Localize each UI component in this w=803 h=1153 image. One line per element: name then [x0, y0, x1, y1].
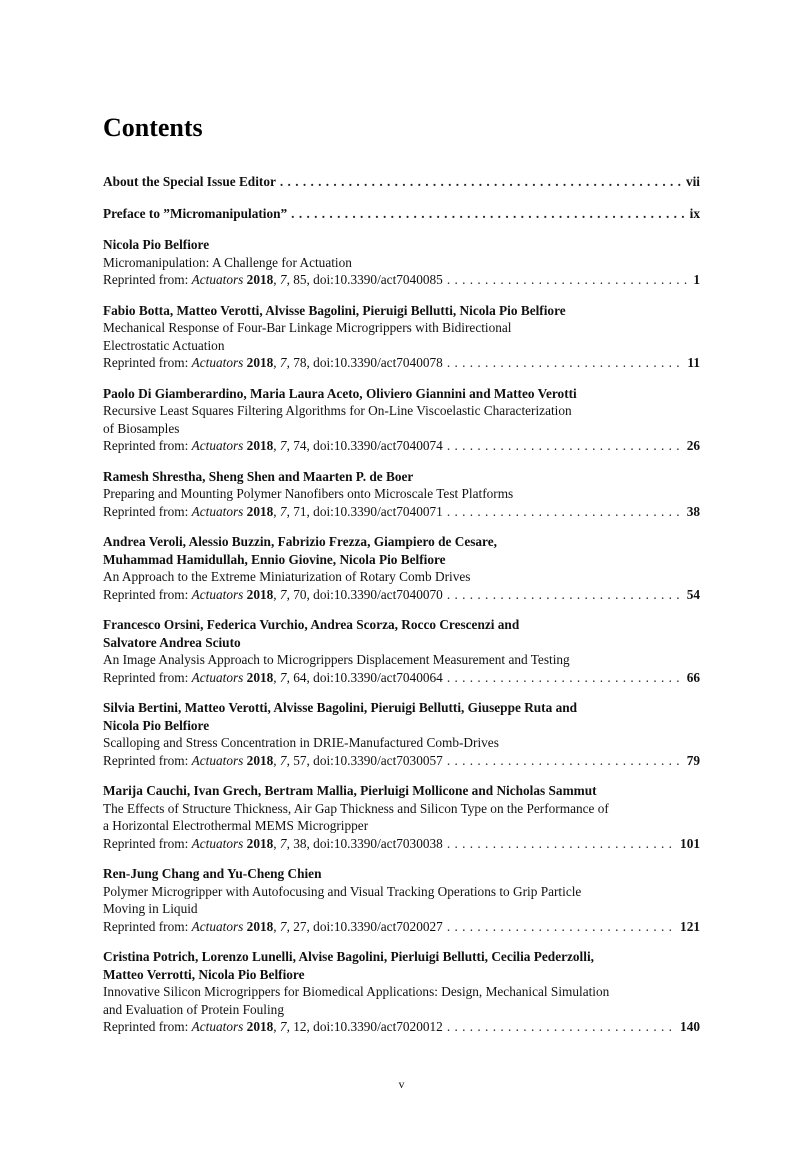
toc-article-entry[interactable] — [103, 782, 700, 852]
article-authors: Paolo Di Giamberardino, Maria Laura Aceto, Oliviero Giannini and Matteo Verotti — [103, 385, 577, 401]
toc-label: About the Special Issue Editor — [103, 174, 276, 189]
citation-article-doi: , 85, doi:10.3390/act7040085 — [286, 272, 443, 287]
comma: , — [273, 586, 280, 602]
citation-article-doi: , 27, doi:10.3390/act7020027 — [286, 918, 443, 934]
dot-leader — [280, 173, 682, 191]
citation-year: 2018 — [246, 503, 274, 519]
reprint-prefix: Reprinted from: — [103, 272, 192, 287]
toc-article-entry[interactable] — [103, 533, 700, 603]
dot-leader — [291, 205, 685, 223]
citation-volume: 7 — [279, 669, 287, 685]
reprint-citation — [103, 669, 443, 687]
article-authors: Nicola Pio Belfiore — [103, 237, 210, 252]
page-number: 66 — [686, 669, 700, 685]
article-authors: Salvatore Andrea Sciuto — [103, 634, 241, 650]
dot-leader — [447, 752, 683, 770]
toc-article-entry[interactable] — [103, 616, 700, 686]
citation-article-doi: , 74, doi:10.3390/act7040074 — [286, 438, 443, 453]
comma: , — [273, 438, 280, 453]
article-title: Preparing and Mounting Polymer Nanofibers onto Microscale Test Platforms — [103, 486, 514, 501]
article-title: Moving in Liquid — [103, 901, 198, 916]
citation-year: 2018 — [246, 918, 274, 934]
citation-year: 2018 — [246, 1019, 274, 1034]
journal-name: Actuators — [191, 835, 244, 851]
page-number: 140 — [680, 1019, 700, 1034]
reprint-citation — [103, 586, 443, 604]
page-number: 38 — [686, 503, 700, 519]
article-authors: Silvia Bertini, Matteo Verotti, Alvisse Bagolini, Pieruigi Bellutti, Giuseppe Ruta and — [103, 700, 578, 715]
page-number: 79 — [686, 752, 700, 768]
article-title: An Approach to the Extreme Miniaturization of Rotary Comb Drives — [103, 569, 471, 584]
toc-article-entry[interactable] — [103, 699, 700, 769]
article-authors: Matteo Verrotti, Nicola Pio Belfiore — [103, 966, 305, 982]
reprint-citation — [103, 918, 443, 936]
journal-name: Actuators — [191, 438, 244, 453]
article-authors: Marija Cauchi, Ivan Grech, Bertram Mallia, Pierluigi Mollicone and Nicholas Sammut — [103, 783, 597, 798]
reprint-citation — [103, 752, 443, 770]
article-title: a Horizontal Electrothermal MEMS Microgripper — [103, 818, 369, 833]
dot-leader — [447, 503, 683, 521]
article-title: An Image Analysis Approach to Microgrippers Displacement Measurement and Testing — [103, 652, 570, 667]
reprint-prefix: Reprinted from: — [103, 835, 192, 851]
reprint-citation — [103, 835, 443, 853]
page-number: 1 — [693, 272, 700, 287]
journal-name: Actuators — [191, 355, 244, 370]
citation-article-doi: , 12, doi:10.3390/act7020012 — [286, 1019, 443, 1034]
comma: , — [273, 835, 280, 851]
article-title: Micromanipulation: A Challenge for Actuation — [103, 254, 352, 270]
citation-article-doi: , 71, doi:10.3390/act7040071 — [286, 503, 443, 519]
journal-name: Actuators — [191, 1019, 244, 1034]
page-number: 101 — [680, 835, 700, 851]
reprint-line — [103, 271, 700, 289]
page-number: 11 — [687, 355, 700, 370]
reprint-citation — [103, 354, 443, 372]
toc-entry-preface[interactable] — [103, 205, 700, 223]
reprint-prefix: Reprinted from: — [103, 355, 192, 370]
citation-article-doi: , 57, doi:10.3390/act7030057 — [286, 752, 443, 768]
toc-label: Preface to ”Micromanipulation” — [103, 205, 288, 221]
article-authors: Fabio Botta, Matteo Verotti, Alvisse Bagolini, Pieruigi Bellutti, Nicola Pio Belfiore — [103, 302, 566, 318]
journal-name: Actuators — [191, 669, 244, 685]
dot-leader — [447, 437, 683, 455]
comma: , — [273, 669, 280, 685]
article-title: and Evaluation of Protein Fouling — [103, 1001, 284, 1017]
journal-name: Actuators — [191, 752, 244, 768]
article-title: Mechanical Response of Four-Bar Linkage Microgrippers with Bidirectional — [103, 320, 512, 335]
article-authors: Francesco Orsini, Federica Vurchio, Andrea Scorza, Rocco Crescenzi and — [103, 617, 520, 632]
comma: , — [273, 918, 280, 934]
dot-leader — [447, 1018, 676, 1036]
citation-year: 2018 — [246, 438, 274, 453]
dot-leader — [447, 835, 676, 853]
article-authors: Nicola Pio Belfiore — [103, 717, 210, 733]
citation-year: 2018 — [246, 272, 274, 287]
comma: , — [273, 752, 280, 768]
citation-volume: 7 — [279, 503, 287, 519]
journal-name: Actuators — [191, 918, 244, 934]
reprint-prefix: Reprinted from: — [103, 918, 192, 934]
article-authors: Cristina Potrich, Lorenzo Lunelli, Alvise Bagolini, Pierluigi Bellutti, Cecilia Pederzolli, — [103, 949, 594, 964]
reprint-line — [103, 354, 700, 372]
page-number: 121 — [680, 918, 700, 934]
page-number: 26 — [686, 438, 700, 453]
toc-article-entry[interactable] — [103, 948, 700, 1036]
comma: , — [273, 355, 280, 370]
reprint-prefix: Reprinted from: — [103, 586, 192, 602]
article-authors: Muhammad Hamidullah, Ennio Giovine, Nicola Pio Belfiore — [103, 551, 446, 567]
dot-leader — [447, 271, 690, 289]
citation-volume: 7 — [279, 355, 287, 370]
citation-year: 2018 — [246, 586, 274, 602]
citation-article-doi: , 64, doi:10.3390/act7040064 — [286, 669, 443, 685]
citation-volume: 7 — [279, 586, 287, 602]
toc-article-entry[interactable] — [103, 236, 700, 289]
citation-volume: 7 — [279, 752, 287, 768]
comma: , — [273, 1019, 280, 1034]
reprint-prefix: Reprinted from: — [103, 438, 192, 453]
toc-article-entry[interactable] — [103, 302, 700, 372]
toc-article-entry[interactable] — [103, 468, 700, 521]
front-matter — [103, 173, 700, 222]
reprint-citation — [103, 271, 443, 289]
page-number: ix — [689, 205, 700, 221]
citation-article-doi: , 38, doi:10.3390/act7030038 — [286, 835, 443, 851]
article-authors: Andrea Veroli, Alessio Buzzin, Fabrizio Frezza, Giampiero de Cesare, — [103, 534, 497, 549]
article-authors: Ren-Jung Chang and Yu-Cheng Chien — [103, 866, 322, 881]
table-of-contents — [103, 173, 700, 1036]
article-list — [103, 236, 700, 1036]
reprint-citation — [103, 503, 443, 521]
citation-volume: 7 — [279, 1019, 287, 1034]
dot-leader — [447, 669, 683, 687]
journal-name: Actuators — [191, 272, 244, 287]
reprint-line — [103, 1018, 700, 1036]
reprint-line — [103, 503, 700, 521]
article-authors: Ramesh Shrestha, Sheng Shen and Maarten P. de Boer — [103, 468, 414, 484]
reprint-line — [103, 586, 700, 604]
citation-volume: 7 — [279, 835, 287, 851]
reprint-prefix: Reprinted from: — [103, 1019, 192, 1034]
dot-leader — [447, 918, 676, 936]
article-title: Recursive Least Squares Filtering Algorithms for On-Line Viscoelastic Characterization — [103, 403, 572, 418]
page-title: Contents — [103, 113, 203, 142]
journal-name: Actuators — [191, 503, 244, 519]
reprint-line — [103, 918, 700, 936]
dot-leader — [447, 586, 683, 604]
citation-volume: 7 — [279, 438, 287, 453]
reprint-line — [103, 437, 700, 455]
comma: , — [273, 503, 280, 519]
reprint-line — [103, 752, 700, 770]
citation-year: 2018 — [246, 355, 274, 370]
comma: , — [273, 272, 280, 287]
citation-article-doi: , 78, doi:10.3390/act7040078 — [286, 355, 443, 370]
citation-year: 2018 — [246, 752, 274, 768]
dot-leader — [447, 354, 684, 372]
reprint-prefix: Reprinted from: — [103, 669, 192, 685]
reprint-citation — [103, 1018, 443, 1036]
article-title: Electrostatic Actuation — [103, 337, 225, 353]
page-number: 54 — [686, 586, 700, 602]
reprint-prefix: Reprinted from: — [103, 503, 192, 519]
page-number: vii — [685, 174, 700, 189]
citation-volume: 7 — [279, 918, 287, 934]
article-title: Polymer Microgripper with Autofocusing and Visual Tracking Operations to Grip Particle — [103, 883, 582, 899]
journal-name: Actuators — [191, 586, 244, 602]
toc-entry-editor[interactable] — [103, 173, 700, 191]
toc-article-entry[interactable] — [103, 865, 700, 935]
page-folio: v — [398, 1077, 405, 1091]
article-title: The Effects of Structure Thickness, Air Gap Thickness and Silicon Type on the Performance of — [103, 800, 609, 816]
reprint-line — [103, 835, 700, 853]
article-title: Scalloping and Stress Concentration in DRIE-Manufactured Comb-Drives — [103, 735, 499, 750]
reprint-citation — [103, 437, 443, 455]
citation-volume: 7 — [279, 272, 287, 287]
citation-year: 2018 — [246, 835, 274, 851]
reprint-prefix: Reprinted from: — [103, 752, 192, 768]
article-title: of Biosamples — [103, 420, 180, 436]
citation-article-doi: , 70, doi:10.3390/act7040070 — [286, 586, 443, 602]
article-title: Innovative Silicon Microgrippers for Biomedical Applications: Design, Mechanical Simulation — [103, 984, 610, 999]
citation-year: 2018 — [246, 669, 274, 685]
reprint-line — [103, 669, 700, 687]
toc-article-entry[interactable] — [103, 385, 700, 455]
